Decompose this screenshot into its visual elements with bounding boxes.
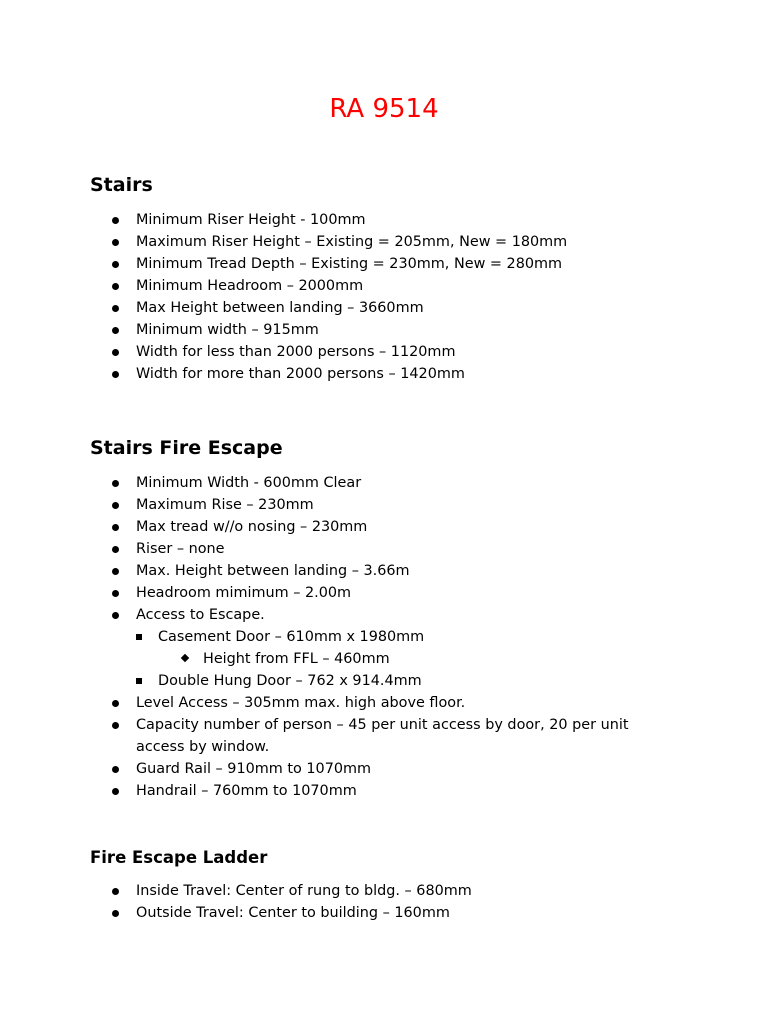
bullet-icon	[112, 305, 119, 312]
list-item-text: Maximum Riser Height – Existing = 205mm, New = 180mm	[136, 234, 568, 250]
list-item-text: Minimum Width - 600mm Clear	[136, 475, 362, 491]
document-title: RA 9514	[329, 94, 439, 124]
list-item-text: Width for more than 2000 persons – 1420mm	[136, 366, 465, 382]
bullet-icon	[112, 502, 119, 509]
list-item-text: Double Hung Door – 762 x 914.4mm	[158, 673, 422, 689]
list-item-text: Outside Travel: Center to building – 160mm	[136, 905, 450, 921]
list-item-text: Capacity number of person – 45 per unit access by door, 20 per unit access by window.	[136, 717, 629, 755]
bullet-icon	[112, 524, 119, 531]
list-item-text: Width for less than 2000 persons – 1120mm	[136, 344, 456, 360]
list-item-text: Minimum Tread Depth – Existing = 230mm, New = 280mm	[136, 256, 563, 272]
list-item-text: Max Height between landing – 3660mm	[136, 300, 424, 316]
bullet-icon	[112, 371, 119, 378]
section-heading-stairs: Stairs	[90, 174, 153, 196]
bullet-icon	[112, 261, 119, 268]
bullet-icon	[112, 700, 119, 707]
bullet-icon	[112, 546, 119, 553]
list-item-text: Minimum width – 915mm	[136, 322, 319, 338]
bullet-icon	[112, 766, 119, 773]
bullet-icon	[112, 480, 119, 487]
list-item-text: Handrail – 760mm to 1070mm	[136, 783, 357, 799]
bullet-icon	[112, 349, 119, 356]
bullet-icon	[112, 283, 119, 290]
list-item-text: Minimum Headroom – 2000mm	[136, 278, 364, 294]
list-item-text: Level Access – 305mm max. high above floor.	[136, 695, 466, 711]
bullet-icon	[112, 612, 119, 619]
list-item-text: Guard Rail – 910mm to 1070mm	[136, 761, 372, 777]
list-item-text: Access to Escape.	[136, 607, 265, 623]
list-item-text: Height from FFL – 460mm	[203, 651, 390, 667]
bullet-icon	[112, 327, 119, 334]
diamond-bullet-icon	[181, 654, 189, 662]
section-heading-fire-escape-ladder: Fire Escape Ladder	[90, 848, 268, 867]
bullet-icon	[112, 217, 119, 224]
bullet-icon	[112, 590, 119, 597]
section-heading-stairs-fire-escape: Stairs Fire Escape	[90, 437, 283, 459]
bullet-icon	[112, 722, 119, 729]
bullet-icon	[112, 568, 119, 575]
list-item-text: Riser – none	[136, 541, 225, 557]
square-bullet-icon	[136, 678, 142, 684]
list-item-text: Max. Height between landing – 3.66m	[136, 563, 410, 579]
bullet-icon	[112, 788, 119, 795]
list-item-text: Headroom mimimum – 2.00m	[136, 585, 352, 601]
square-bullet-icon	[136, 634, 142, 640]
list-item-text: Minimum Riser Height - 100mm	[136, 212, 366, 228]
list-item-text: Max tread w//o nosing – 230mm	[136, 519, 368, 535]
list-item-text: Inside Travel: Center of rung to bldg. – 680mm	[136, 883, 472, 899]
bullet-icon	[112, 910, 119, 917]
bullet-icon	[112, 239, 119, 246]
bullet-icon	[112, 888, 119, 895]
list-item-text: Casement Door – 610mm x 1980mm	[158, 629, 425, 645]
list-item-text: Maximum Rise – 230mm	[136, 497, 314, 513]
